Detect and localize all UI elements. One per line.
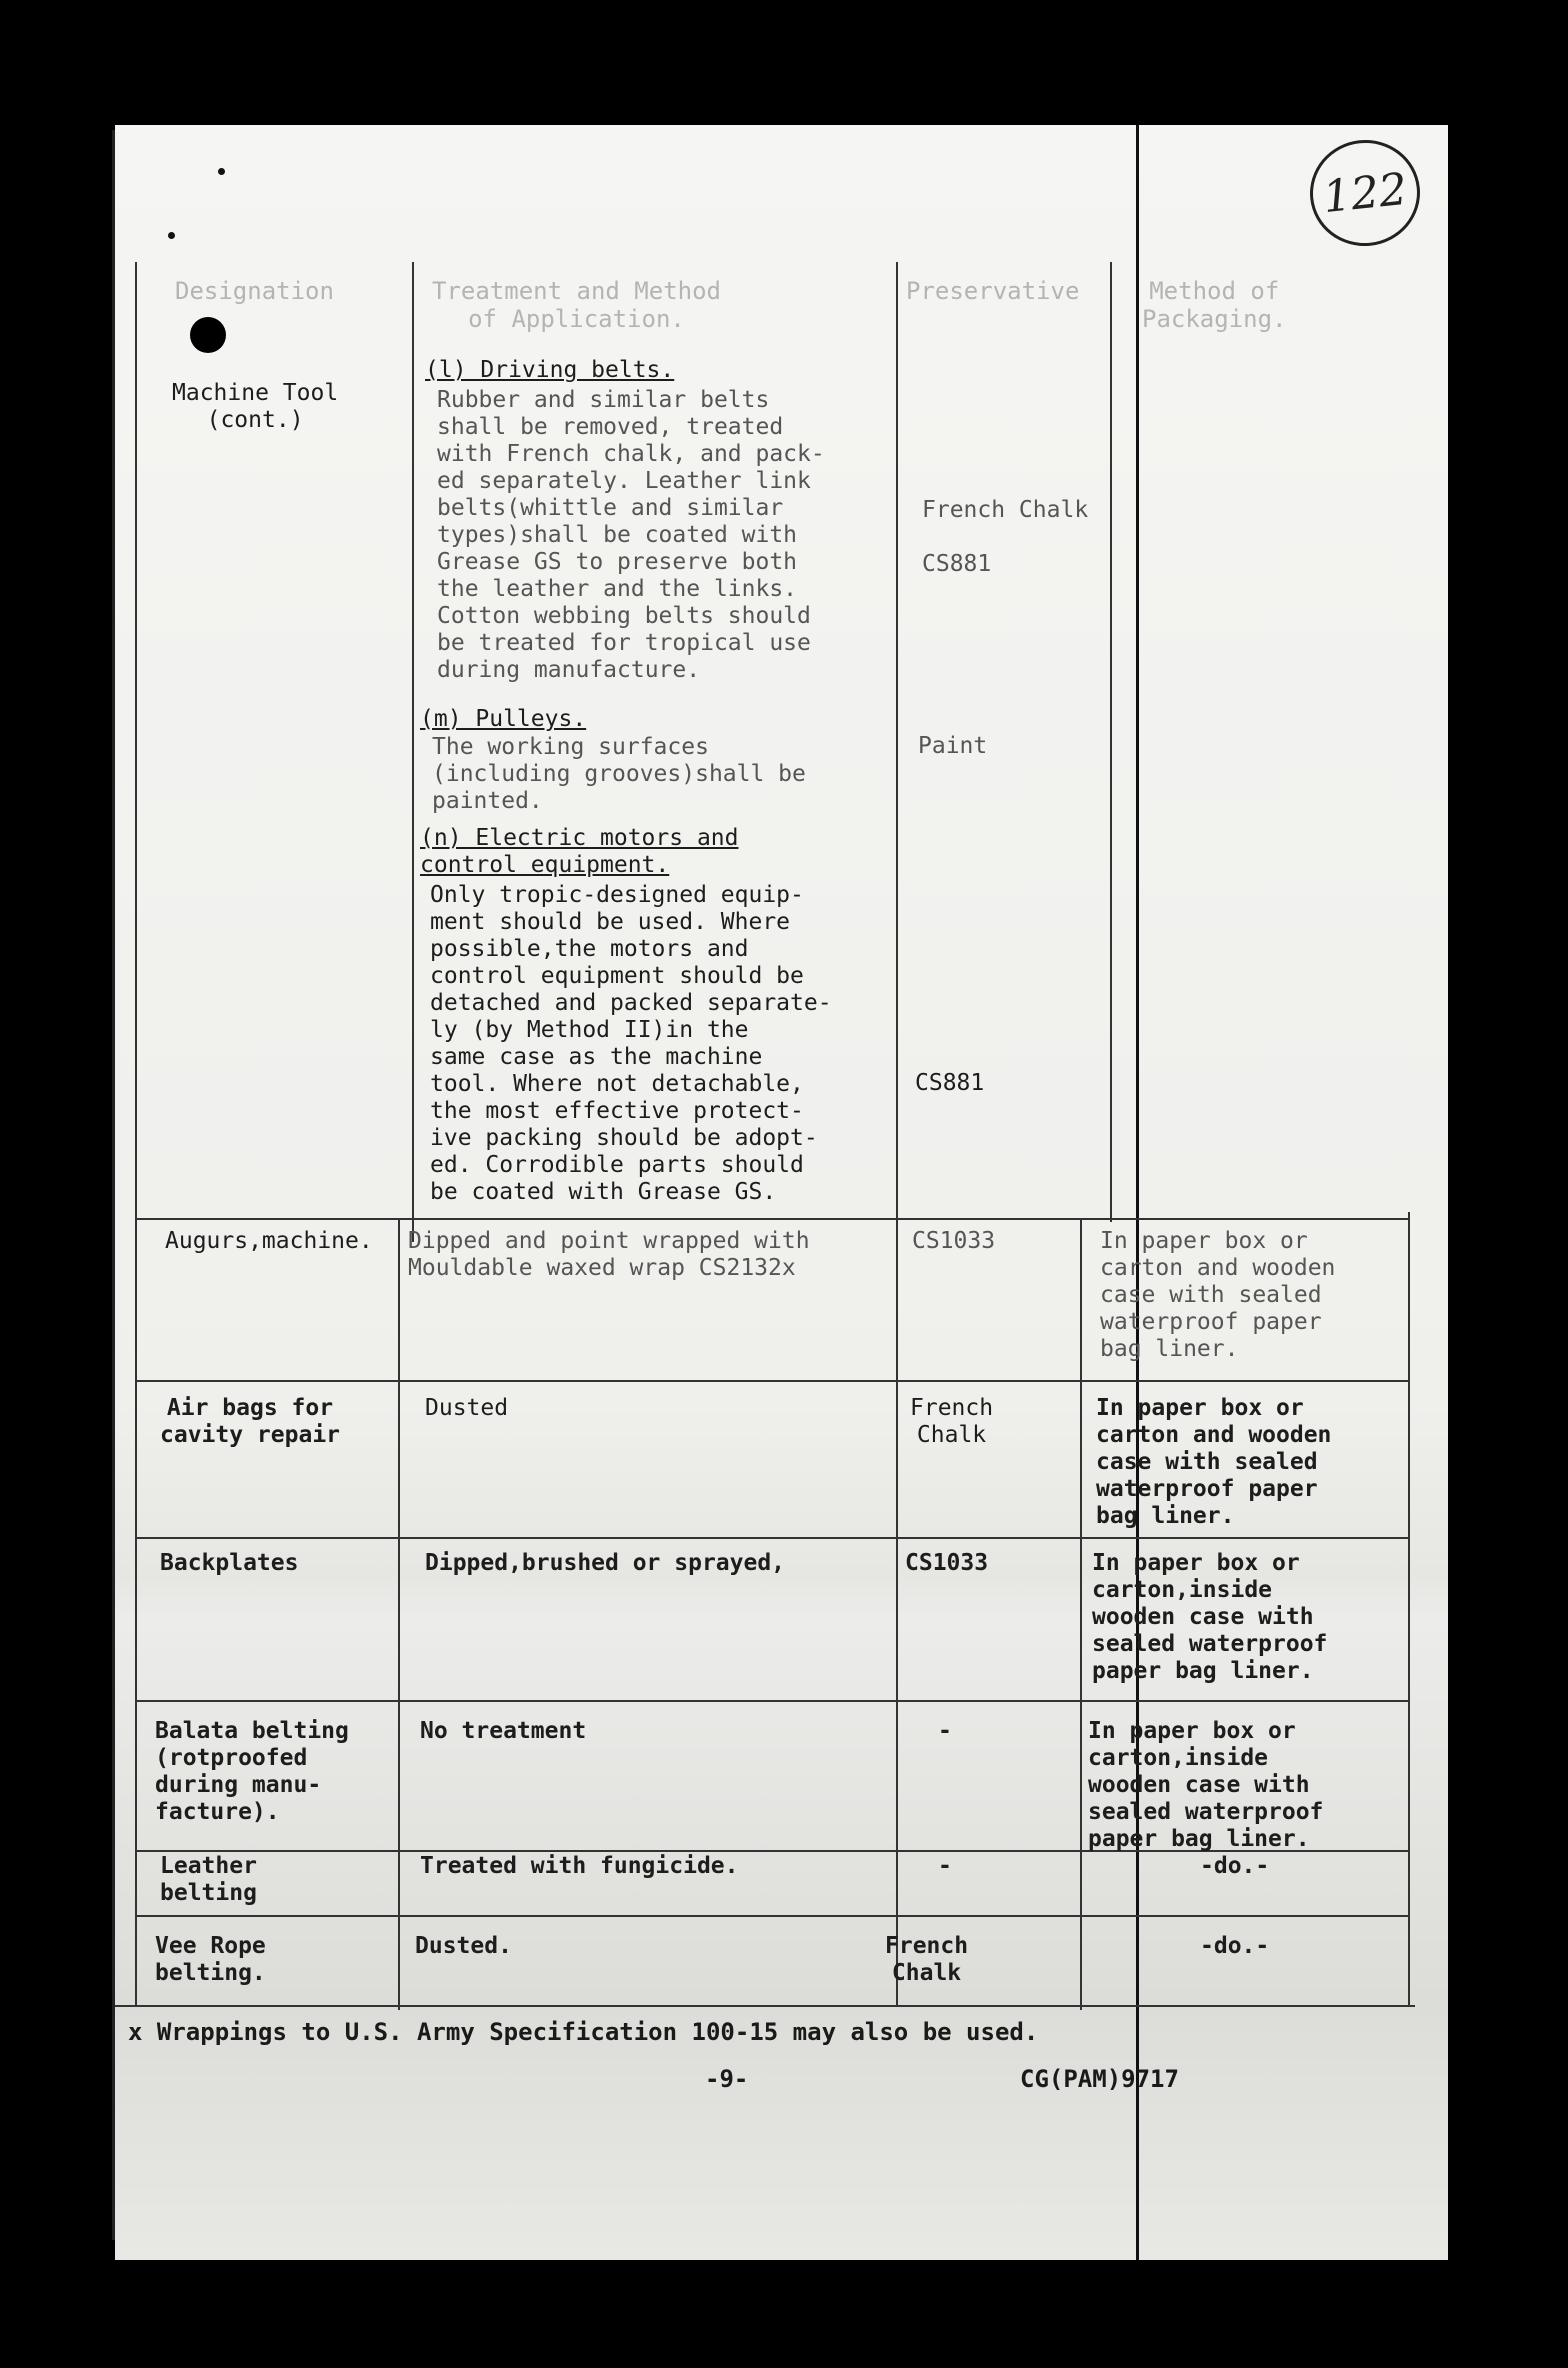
- col-divider: [896, 262, 898, 2007]
- table-border-right: [1408, 1212, 1410, 2007]
- packaging-cell: In paper box or carton and wooden case with sealed waterproof paper bag liner.: [1096, 1395, 1332, 1529]
- item-heading: (n) Electric motors and control equipment.: [420, 825, 739, 878]
- speck: [168, 232, 175, 239]
- scan-fold-line: [1136, 125, 1139, 2260]
- treatment-cell: Treated with fungicide.: [420, 1853, 739, 1879]
- item-text: Only tropic-designed equip- ment should be used. Where possible,the motors and control equipment should be detached and packed separate- ly (by Method II)in the same case as the machine tool. Where not detachable, the most effective protect- ive packing should be adopt- ed. Corrodible parts should be coated with Grease GS.: [430, 882, 832, 1205]
- preservative-cell: CS1033: [905, 1550, 989, 1576]
- item-heading: (m) Pulleys.: [420, 706, 587, 732]
- designation-cell: Vee Rope belting.: [155, 1933, 266, 1986]
- header-designation: Designation: [175, 277, 334, 305]
- row-divider: [135, 1218, 1410, 1220]
- treatment-cell: Dipped and point wrapped with Mouldable waxed wrap CS2132x: [408, 1228, 810, 1281]
- row-divider: [135, 1915, 1410, 1917]
- footnote: x Wrappings to U.S. Army Specification 100-15 may also be used.: [128, 2018, 1039, 2046]
- designation-cell: Augurs,machine.: [165, 1228, 373, 1254]
- designation-cell: Machine Tool (cont.): [172, 380, 339, 433]
- preservative-cell: French Chalk CS881: [922, 497, 1089, 577]
- row-divider: [135, 1700, 1410, 1702]
- page-edge: [112, 130, 115, 2240]
- treatment-cell: Dipped,brushed or sprayed,: [425, 1550, 786, 1576]
- packaging-cell: -do.-: [1200, 1933, 1270, 1959]
- treatment-cell: Dusted: [425, 1395, 509, 1421]
- table-border-bottom: [115, 2005, 1415, 2007]
- packaging-cell: In paper box or carton,inside wooden case with sealed waterproof paper bag liner.: [1088, 1718, 1324, 1852]
- preservative-cell: French Chalk: [910, 1395, 994, 1448]
- designation-cell: Backplates: [160, 1550, 299, 1576]
- col-divider: [1080, 1220, 1082, 2010]
- designation-cell: Air bags for cavity repair: [160, 1395, 341, 1448]
- preservative-cell: French Chalk: [885, 1933, 969, 1986]
- col-divider: [412, 262, 414, 1242]
- preservative-cell: CS881: [915, 1070, 985, 1096]
- punch-hole: [190, 317, 226, 353]
- item-text: Rubber and similar belts shall be removed, treated with French chalk, and pack- ed separately. Leather link belts(whittle and similar types)shall be coated with Grease GS to preserve both the leather and the links. Cotton webbing belts should be treated for tropical use during manufacture.: [437, 387, 825, 683]
- row-divider: [135, 1380, 1410, 1382]
- speck: [218, 168, 225, 175]
- preservative-cell: -: [938, 1853, 952, 1879]
- treatment-cell: Dusted.: [415, 1933, 512, 1959]
- table-border-left: [135, 262, 137, 2007]
- page-label: -9-: [705, 2065, 749, 2093]
- designation-cell: Balata belting (rotproofed during manu- facture).: [155, 1718, 349, 1825]
- row-divider: [135, 1537, 1410, 1539]
- handwritten-page-number: 122: [1305, 135, 1425, 252]
- col-divider: [1110, 262, 1112, 1222]
- col-divider: [398, 1220, 400, 2010]
- preservative-cell: Paint: [918, 733, 988, 759]
- packaging-cell: -do.-: [1200, 1853, 1270, 1879]
- preservative-cell: -: [938, 1718, 952, 1744]
- header-treatment: Treatment and Method of Application.: [432, 277, 721, 333]
- document-reference: CG(PAM)9717: [1020, 2065, 1179, 2093]
- preservative-cell: CS1033: [912, 1228, 996, 1254]
- header-packaging: Method of Packaging.: [1142, 277, 1287, 333]
- packaging-cell: In paper box or carton and wooden case with sealed waterproof paper bag liner.: [1100, 1228, 1336, 1362]
- item-text: The working surfaces (including grooves)shall be painted.: [432, 734, 806, 814]
- designation-cell: Leather belting: [160, 1853, 257, 1906]
- treatment-cell: No treatment: [420, 1718, 587, 1744]
- packaging-cell: In paper box or carton,inside wooden case with sealed waterproof paper bag liner.: [1092, 1550, 1328, 1684]
- header-preservative: Preservative: [906, 277, 1080, 305]
- item-heading: (l) Driving belts.: [425, 357, 675, 383]
